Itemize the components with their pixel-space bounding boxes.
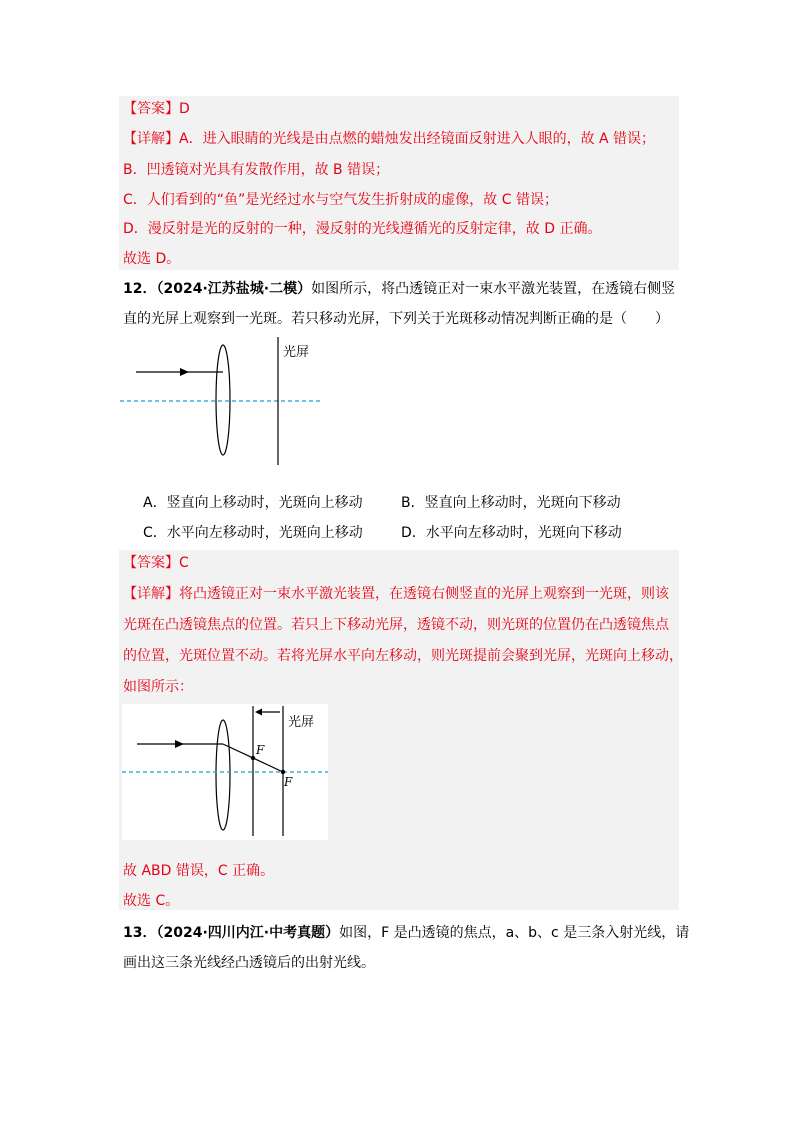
q11-detail-line4: D．漫反射是光的反射的一种，漫反射的光线遵循光的反射定律，故 D 正确。 xyxy=(123,221,602,237)
q12-answer: 【答案】C xyxy=(123,555,189,571)
q12-source: （2024·江苏盐城·二模） xyxy=(156,281,312,297)
q12-option-b: B．竖直向上移动时，光斑向下移动 xyxy=(401,495,621,511)
q12-figure xyxy=(120,335,340,470)
q12-ans-f-label-2: F xyxy=(284,775,293,789)
q13-stem-text1: 如图，F 是凸透镜的焦点，a、b、c 是三条入射光线，请 xyxy=(339,925,690,941)
q12-detail-line4: 如图所示： xyxy=(123,679,193,695)
q12-option-d: D．水平向左移动时，光斑向下移动 xyxy=(401,525,622,541)
q12-lens xyxy=(216,345,230,455)
q12-stem-line2: 直的光屏上观察到一光斑。若只移动光屏，下列关于光斑移动情况判断正确的是（ ） xyxy=(123,311,669,327)
q12-detail-line3: 的位置，光斑位置不动。若将光屏水平向左移动，则光斑提前会聚到光屏，光斑向上移动， xyxy=(123,648,683,664)
q12-ans-spot-new xyxy=(251,756,255,760)
q13-stem-line1 xyxy=(123,923,689,943)
q12-stem-line1 xyxy=(123,279,675,299)
q12-ans-screen-label: 光屏 xyxy=(288,715,315,730)
q13-number: 13． xyxy=(123,925,157,941)
q12-conclusion2: 故选 C。 xyxy=(123,893,180,909)
q11-answer: 【答案】D xyxy=(123,101,190,117)
q12-detail-line1: 【详解】将凸透镜正对一束水平激光装置，在透镜右侧竖直的光屏上观察到一光斑，则该 xyxy=(123,586,669,602)
q12-screen-label: 光屏 xyxy=(283,345,310,360)
q13-source: （2024·四川内江·中考真题） xyxy=(156,925,340,941)
q12-number: 12． xyxy=(123,281,157,297)
q11-answer-box xyxy=(119,96,679,270)
q12-ans-f-label-1: F xyxy=(256,743,265,757)
q11-detail-line3: C．人们看到的“鱼”是光经过水与空气发生折射成的虚像，故 C 错误； xyxy=(123,192,558,208)
q12-conclusion1: 故 ABD 错误，C 正确。 xyxy=(123,863,275,879)
q12-ray-arrow xyxy=(180,368,189,376)
q11-conclusion: 故选 D。 xyxy=(123,251,181,267)
q12-ans-focus-point xyxy=(281,770,285,774)
q12-detail-line2: 光斑在凸透镜焦点的位置。若只上下移动光屏，透镜不动，则光斑的位置仍在凸透镜焦点 xyxy=(123,617,669,633)
q11-detail-line1: 【详解】A．进入眼睛的光线是由点燃的蜡烛发出经镜面反射进入人眼的，故 A 错误； xyxy=(123,131,656,147)
q12-answer-figure xyxy=(122,704,328,840)
q11-detail-line2: B．凹透镜对光具有发散作用，故 B 错误； xyxy=(123,162,390,178)
q12-option-c: C．水平向左移动时，光斑向上移动 xyxy=(143,525,363,541)
q13-stem-line2: 画出这三条光线经凸透镜后的出射光线。 xyxy=(123,955,375,971)
q12-stem-text1: 如图所示，将凸透镜正对一束水平激光装置，在透镜右侧竖 xyxy=(311,281,676,297)
q12-option-a: A．竖直向上移动时，光斑向上移动 xyxy=(143,495,363,511)
